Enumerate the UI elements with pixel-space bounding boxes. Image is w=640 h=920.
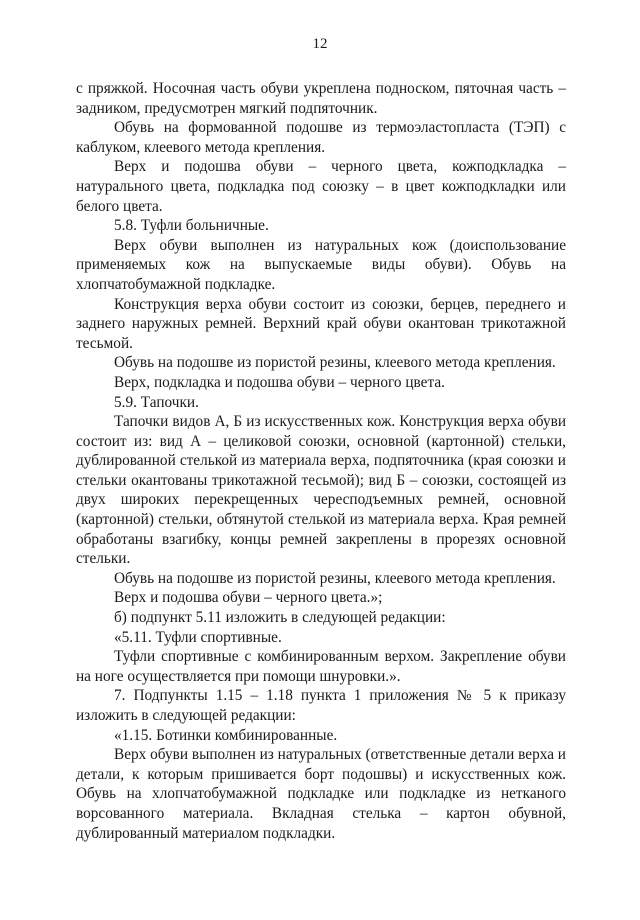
paragraph: Конструкция верха обуви состоит из союзки, берцев, переднего и заднего наружных ремней. Верхний край обуви окантован трикотажной тесьмой. xyxy=(76,295,566,352)
paragraph: Верх обуви выполнен из натуральных кож (доиспользование применяемых кож на выпускаемые виды обуви). Обувь на хлопчатобумажной подкладке. xyxy=(76,236,566,293)
paragraph: б) подпункт 5.11 изложить в следующей редакции: xyxy=(114,609,446,627)
paragraph: Верх и подошва обуви – черного цвета, кожподкладка – натурального цвета, подкладка под союзку – в цвет кожподкладки или белого цвета. xyxy=(76,158,566,215)
paragraph: Верх, подкладка и подошва обуви – черного цвета. xyxy=(114,373,445,391)
section-heading-5-9: 5.9. Тапочки. xyxy=(114,393,199,411)
paragraph-continuation: с пряжкой. Носочная часть обуви укреплена подноском, пяточная часть – задником, предусмотрен мягкий подпяточник. xyxy=(76,80,566,117)
paragraph: Обувь на подошве из пористой резины, клеевого метода крепления. xyxy=(114,569,556,587)
page-number: 12 xyxy=(312,36,328,52)
section-heading-5-11: «5.11. Туфли спортивные. xyxy=(114,628,282,646)
paragraph: Туфли спортивные с комбинированным верхом. Закрепление обуви на ноге осуществляется при помощи шнуровки.». xyxy=(76,648,566,685)
paragraph: Обувь на формованной подошве из термоэластопласта (ТЭП) с каблуком, клеевого метода крепления. xyxy=(76,119,566,156)
paragraph: Верх и подошва обуви – черного цвета.»; xyxy=(114,589,383,607)
section-heading-5-8: 5.8. Туфли больничные. xyxy=(114,217,269,235)
paragraph: Тапочки видов А, Б из искусственных кож. Конструкция верха обуви состоит из: вид А – целиковой союзки, основной (картонной) стельки, дублированной стелькой из материала верха, подпяточника (края союзки и стельки окантованы трикотажной тесьмой); вид Б – союзки, состоящей из двух широких перекрещенных чересподъемных ремней, основной (картонной) стельки, обтянутой стелькой из материала верха. Края ремней обработаны взагибку, концы ремней закреплены в прорезях основной стельки. xyxy=(76,413,566,568)
paragraph: 7. Подпункты 1.15 – 1.18 пункта 1 приложения № 5 к приказу изложить в следующей редакции: xyxy=(76,687,566,724)
paragraph: Обувь на подошве из пористой резины, клеевого метода крепления. xyxy=(114,354,556,372)
paragraph: Верх обуви выполнен из натуральных (ответственные детали верха и детали, к которым пришивается борт подошвы) и искусственных кож. Обувь на хлопчатобумажной подкладке или подкладке из нетканого ворсованного материала. Вкладная стелька – картон обувной, дублированный материалом подкладки. xyxy=(76,746,566,842)
document-body xyxy=(76,79,566,843)
section-heading-1-15: «1.15. Ботинки комбинированные. xyxy=(114,726,338,744)
